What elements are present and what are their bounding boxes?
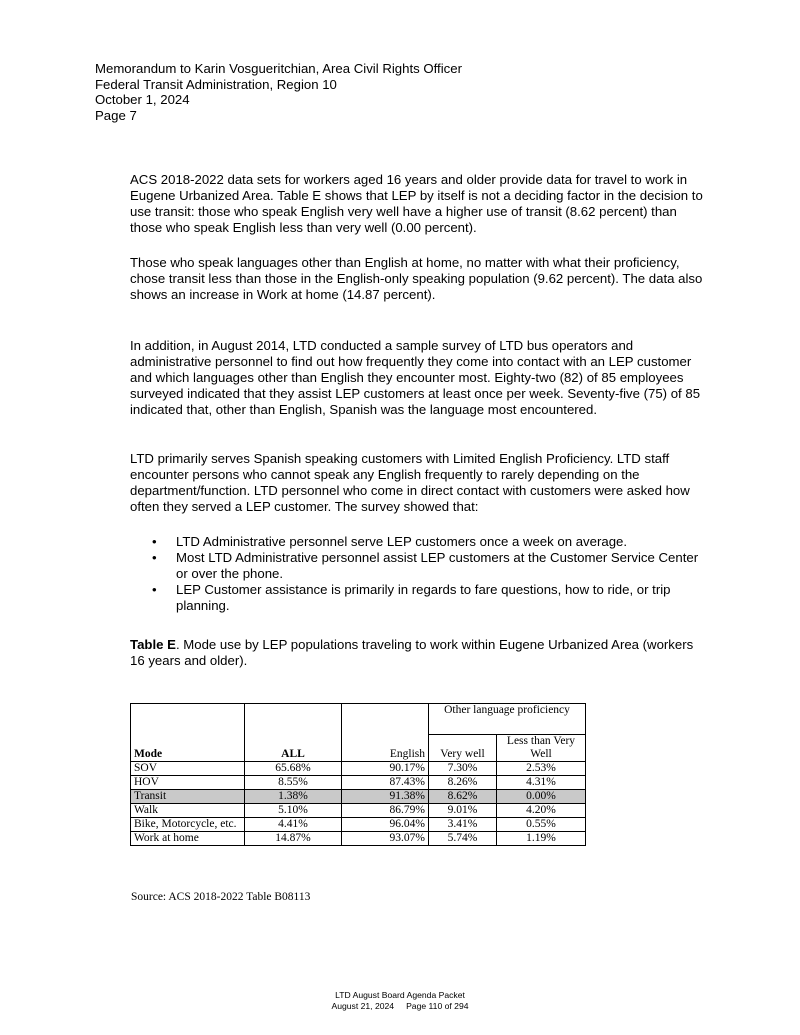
table-row — [131, 818, 586, 832]
bullet-icon: • — [152, 534, 157, 549]
footer-date: August 21, 2024 — [331, 1000, 395, 1011]
footer-page-number: Page 110 of 294 — [406, 1000, 469, 1011]
english-cell: 91.38% — [342, 790, 429, 804]
list-item — [150, 534, 710, 550]
all-cell: 14.87% — [245, 832, 342, 846]
paragraph-text: In addition, in August 2014, LTD conducted a sample survey of LTD bus operators and administrative personnel to find out how frequently they come into contact with an LEP customer and which languages other than English they encounter most. Eighty-two (82) of 85 employees surveyed indicated that they assist LEP customers at least once per week. Seventy-five (75) of 85 indicated that, other than English, Spanish was the language most encountered. — [130, 338, 701, 417]
list-item-text: Most LTD Administrative personnel assist LEP customers at the Customer Service Center or over the phone. — [176, 550, 699, 581]
less-than-very-well-cell: 2.53% — [497, 762, 586, 776]
bullet-icon: • — [152, 550, 157, 565]
memo-agency: Federal Transit Administration, Region 10 — [95, 76, 337, 92]
paragraph-text: ACS 2018-2022 data sets for workers aged 16 years and older provide data for travel to work in Eugene Urbanized Area. Table E shows that LEP by itself is not a deciding factor in the decision to use transit: those who speak English very well have a higher use of transit (8.62 percent) than those who speak English less than very well (0.00 percent). — [130, 172, 703, 235]
paragraph-text: LTD primarily serves Spanish speaking customers with Limited English Proficiency. LTD staff encounter persons who cannot speak any English frequently to rarely depending on the department/function. LTD personnel who come in direct contact with customers were asked how often they served a LEP customer. The survey showed that: — [130, 451, 690, 514]
column-header-mode: Mode — [131, 704, 245, 762]
mode-cell: Work at home — [131, 832, 245, 846]
very-well-cell: 9.01% — [429, 804, 497, 818]
less-than-very-well-cell: 4.20% — [497, 804, 586, 818]
list-item — [150, 582, 710, 614]
less-than-very-well-cell: 4.31% — [497, 776, 586, 790]
very-well-cell: 7.30% — [429, 762, 497, 776]
memo-recipient: Memorandum to Karin Vosgueritchian, Area Civil Rights Officer — [95, 61, 462, 76]
list-item-text: LEP Customer assistance is primarily in regards to fare questions, how to ride, or trip planning. — [176, 582, 671, 613]
very-well-cell: 8.62% — [429, 790, 497, 804]
footer-packet-title: LTD August Board Agenda Packet — [335, 990, 465, 1000]
less-than-very-well-cell: 0.55% — [497, 818, 586, 832]
column-header-all: ALL — [245, 704, 342, 762]
all-cell: 8.55% — [245, 776, 342, 790]
page-footer — [0, 990, 800, 1011]
mode-cell: Bike, Motorcycle, etc. — [131, 818, 245, 832]
english-cell: 93.07% — [342, 832, 429, 846]
column-header-less-than-very-well: Less than Very Well — [497, 735, 586, 762]
table-row — [131, 804, 586, 818]
less-than-very-well-cell: 1.19% — [497, 832, 586, 846]
paragraph-spanish-speakers — [130, 451, 705, 515]
very-well-cell: 5.74% — [429, 832, 497, 846]
table-row — [131, 762, 586, 776]
paragraph-survey — [130, 338, 705, 418]
english-cell: 86.79% — [342, 804, 429, 818]
table-row — [131, 832, 586, 846]
all-cell: 5.10% — [245, 804, 342, 818]
mode-cell: HOV — [131, 776, 245, 790]
less-than-very-well-cell: 0.00% — [497, 790, 586, 804]
english-cell: 87.43% — [342, 776, 429, 790]
memo-header — [95, 61, 462, 123]
mode-cell: Transit — [131, 790, 245, 804]
list-item-text: LTD Administrative personnel serve LEP customers once a week on average. — [176, 534, 628, 549]
paragraph-text: Those who speak languages other than English at home, no matter with what their proficiency, chose transit less than those in the English-only speaking population (9.62 percent). The data also shows an increase in Work at home (14.87 percent). — [130, 255, 703, 302]
mode-use-table — [130, 703, 586, 846]
bullet-icon: • — [152, 582, 157, 597]
mode-cell: SOV — [131, 762, 245, 776]
table-row-highlighted — [131, 790, 586, 804]
english-cell: 90.17% — [342, 762, 429, 776]
all-cell: 1.38% — [245, 790, 342, 804]
very-well-cell: 8.26% — [429, 776, 497, 790]
english-cell: 96.04% — [342, 818, 429, 832]
column-header-very-well: Very well — [429, 735, 497, 762]
table-caption-text: . Mode use by LEP populations traveling to work within Eugene Urbanized Area (workers 16 years and older). — [130, 637, 694, 668]
mode-cell: Walk — [131, 804, 245, 818]
table-caption — [130, 637, 705, 669]
survey-findings-list — [150, 534, 710, 614]
table-row — [131, 776, 586, 790]
all-cell: 65.68% — [245, 762, 342, 776]
memo-page-number: Page 7 — [95, 107, 137, 123]
table-source-note: Source: ACS 2018-2022 Table B08113 — [131, 891, 311, 903]
column-header-english: English — [342, 704, 429, 762]
footer-date-page — [0, 1001, 800, 1012]
column-group-header: Other language proficiency — [429, 704, 586, 735]
memo-date: October 1, 2024 — [95, 92, 190, 107]
very-well-cell: 3.41% — [429, 818, 497, 832]
table-caption-label: Table E — [130, 637, 176, 652]
list-item — [150, 550, 710, 582]
table-header-row — [131, 704, 586, 735]
all-cell: 4.41% — [245, 818, 342, 832]
paragraph-acs-data — [130, 172, 705, 236]
paragraph-other-languages — [130, 255, 705, 303]
